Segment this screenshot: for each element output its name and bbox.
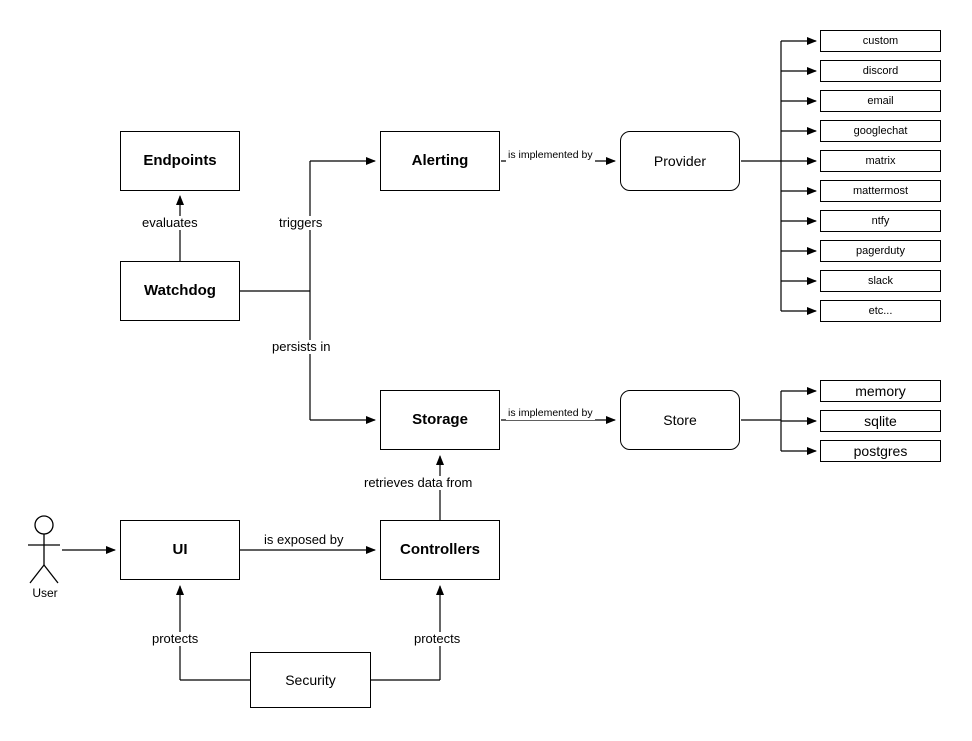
provider-item-label: etc... — [868, 304, 893, 317]
node-alerting-label: Alerting — [411, 152, 469, 170]
node-ui-label: UI — [172, 541, 188, 559]
edge-label-alerting-implemented-by: is implemented by — [508, 149, 593, 161]
provider-item-mattermost[interactable] — [820, 180, 941, 202]
node-endpoints[interactable] — [120, 131, 240, 191]
provider-item-label: pagerduty — [856, 244, 905, 257]
node-storage-label: Storage — [412, 411, 468, 429]
node-controllers-label: Controllers — [399, 541, 480, 559]
provider-item-label: googlechat — [853, 124, 908, 137]
node-watchdog-label: Watchdog — [144, 282, 216, 300]
node-alerting[interactable] — [380, 131, 500, 191]
user-actor-figure — [28, 516, 60, 583]
node-provider[interactable] — [620, 131, 740, 191]
store-item-label: memory — [855, 382, 906, 399]
node-endpoints-label: Endpoints — [143, 152, 217, 170]
provider-item-label: discord — [862, 64, 899, 77]
edge-label-protects-controllers: protects — [414, 631, 461, 646]
node-ui[interactable] — [120, 520, 240, 580]
edge-label-triggers: triggers — [279, 215, 323, 230]
edge-label-retrieves-data-from: retrieves data from — [364, 475, 473, 490]
edge-label-is-exposed-by: is exposed by — [264, 532, 344, 547]
provider-item-ntfy[interactable] — [820, 210, 941, 232]
edge-label-persists-in: persists in — [272, 339, 331, 354]
provider-item-label: custom — [862, 34, 899, 47]
edge-label-protects-ui: protects — [152, 631, 199, 646]
provider-item-label: ntfy — [871, 214, 890, 227]
node-provider-label: Provider — [653, 152, 707, 169]
user-actor-label: User — [32, 586, 58, 600]
node-storage[interactable] — [380, 390, 500, 450]
provider-item-label: matrix — [865, 154, 896, 167]
provider-item-pagerduty[interactable] — [820, 240, 941, 262]
node-watchdog[interactable] — [120, 261, 240, 321]
provider-item-label: mattermost — [852, 184, 908, 197]
store-item-label: postgres — [853, 442, 908, 459]
provider-item-label: slack — [867, 274, 894, 287]
provider-item-discord[interactable] — [820, 60, 941, 82]
node-security[interactable] — [250, 652, 371, 708]
store-item-sqlite[interactable] — [820, 410, 941, 432]
provider-item-custom[interactable] — [820, 30, 941, 52]
edge-label-evaluates: evaluates — [142, 215, 198, 230]
store-item-label: sqlite — [864, 412, 897, 429]
provider-item-matrix[interactable] — [820, 150, 941, 172]
node-store[interactable] — [620, 390, 740, 450]
provider-item-email[interactable] — [820, 90, 941, 112]
node-controllers[interactable] — [380, 520, 500, 580]
edge-label-storage-implemented-by: is implemented by — [508, 407, 593, 419]
provider-item-slack[interactable] — [820, 270, 941, 292]
provider-item-etc[interactable] — [820, 300, 941, 322]
store-item-postgres[interactable] — [820, 440, 941, 462]
store-item-memory[interactable] — [820, 380, 941, 402]
node-security-label: Security — [285, 671, 336, 688]
provider-item-googlechat[interactable] — [820, 120, 941, 142]
node-store-label: Store — [663, 411, 697, 428]
provider-item-label: email — [867, 94, 894, 107]
